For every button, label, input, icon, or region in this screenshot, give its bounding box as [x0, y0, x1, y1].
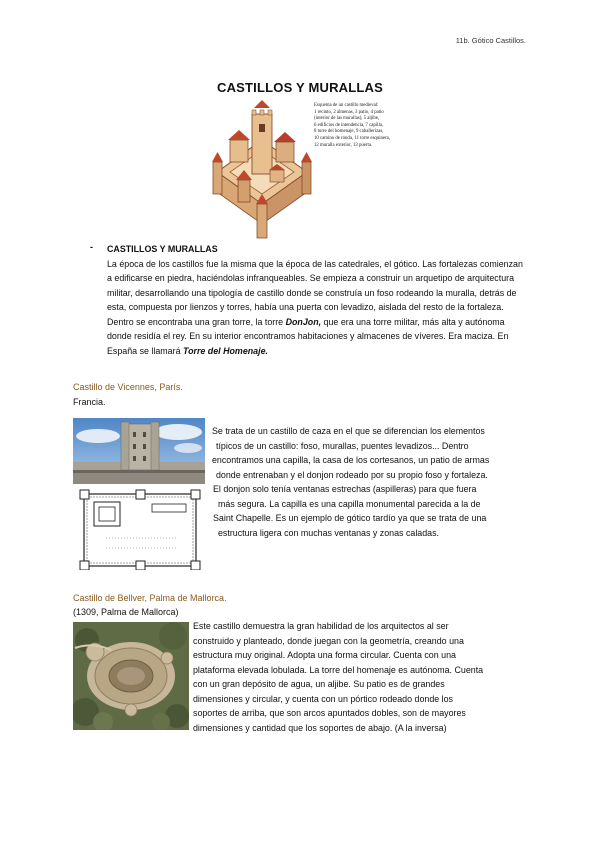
- vincennes-subtitle: Francia.: [73, 397, 106, 407]
- header-note: 11b. Gótico Castillos.: [455, 36, 526, 45]
- legend-line: 12 muralla exterior, 13 puerta.: [314, 142, 373, 148]
- bellver-line: Este castillo demuestra la gran habilidad de los arquitectos al ser: [193, 621, 449, 631]
- bellver-line: construido y planteado, donde juegan con la geometría, creando una: [193, 635, 464, 646]
- vincennes-line: estructura ligera con muchas ventanas y zonas caladas.: [218, 527, 440, 538]
- vincennes-line: Se trata de un castillo de caza en el que se diferencian los elementos: [212, 426, 485, 436]
- illustration-legend: [314, 103, 454, 149]
- intro-paragraph-part2: que era una torre militar, más alta y autónoma donde residía el rey. En su interior encontramos habitaciones y almacenes de víveres. Era maciza. En España se llamará: [107, 316, 509, 356]
- donjon-term: DonJon,: [285, 316, 322, 327]
- bellver-subtitle: (1309, Palma de Mallorca): [73, 607, 179, 617]
- legend-line: 8 torre del homenaje, 9 caballerizas,: [314, 129, 384, 135]
- legend-line: Esquema de un castillo medieval:: [314, 103, 379, 108]
- intro-heading: CASTILLOS Y MURALLAS: [107, 244, 218, 254]
- bellver-line: soportes de arriba, que son arcos apuntados dobles, son de mayores: [193, 708, 466, 718]
- page-title: CASTILLOS Y MURALLAS: [216, 80, 384, 95]
- vincennes-line: El donjon solo tenía ventanas estrechas (aspilleras) para que fuera: [213, 484, 477, 494]
- vincennes-floor-plan: [76, 488, 204, 570]
- bellver-line: plataforma elevada lobulada. La torre del homenaje es autónoma. Cuenta: [193, 664, 484, 675]
- legend-line: (interior de las murallas), 5 aljibe,: [314, 116, 380, 122]
- bellver-title: Castillo de Bellver, Palma de Mallorca.: [73, 593, 227, 603]
- homenaje-term: Torre del Homenaje.: [182, 345, 268, 356]
- vincennes-line: Saint Chapelle. Es un ejemplo de gótico tardío ya que se trata de una: [213, 513, 487, 523]
- intro-section: [90, 242, 530, 358]
- vincennes-photo: [73, 418, 205, 484]
- castle-illustration: [212, 100, 312, 242]
- bullet-marker: -: [90, 242, 93, 252]
- bellver-line: estructura muy original. Adopta una forma circular. Cuenta con una: [193, 650, 456, 660]
- vincennes-line: encontramos una capilla, la casa de los cortesanos, un patio de armas: [212, 455, 490, 465]
- vincennes-line: más segura. La capilla es una capilla monumental parecida a la de: [218, 498, 481, 509]
- intro-paragraph-part1: La época de los castillos fue la misma que la época de las catedrales, el gótico. Las fortalezas comienzan a edificarse en piedra, haciéndolas infranqueables. Se empieza a construir un arquetipo de arquitectura militar, desarrollando una tipología de castillo donde se construía un foso rodeando la muralla, detrás de esta, compuesta por lienzos y torres, había una puerta con levadizo, aislada del resto de la fortaleza. Dentro se encontraba una gran torre, la torre: [107, 258, 523, 327]
- vincennes-title: Castillo de Vicennes, París.: [73, 382, 183, 392]
- bellver-line: con un gran depósito de agua, un aljibe. Su patio es de grandes: [193, 679, 445, 689]
- bellver-description: [193, 619, 533, 735]
- legend-line: 6 edificios de intendencia, 7 capilla,: [314, 122, 384, 128]
- legend-line: 1 recinto, 2 almenas, 3 patio, 4 patio: [314, 109, 384, 115]
- vincennes-line: típicos de un castillo: foso, murallas, puentes levadizos... Dentro: [216, 440, 469, 451]
- vincennes-line: donde entrenaban y el donjon rodeado por su propio foso y fortaleza.: [216, 469, 488, 480]
- bellver-line: dimensiones y cantidad que los soportes de abajo. (A la inversa): [193, 722, 447, 733]
- legend-line: 10 camino de ronda, 11 torre esquinera,: [314, 135, 391, 141]
- bellver-photo: [73, 622, 189, 730]
- bellver-line: dimensiones y circular, y cuenta con un pórtico rodeado donde los: [193, 693, 453, 704]
- vincennes-description: [212, 424, 530, 540]
- intro-text: [107, 242, 530, 358]
